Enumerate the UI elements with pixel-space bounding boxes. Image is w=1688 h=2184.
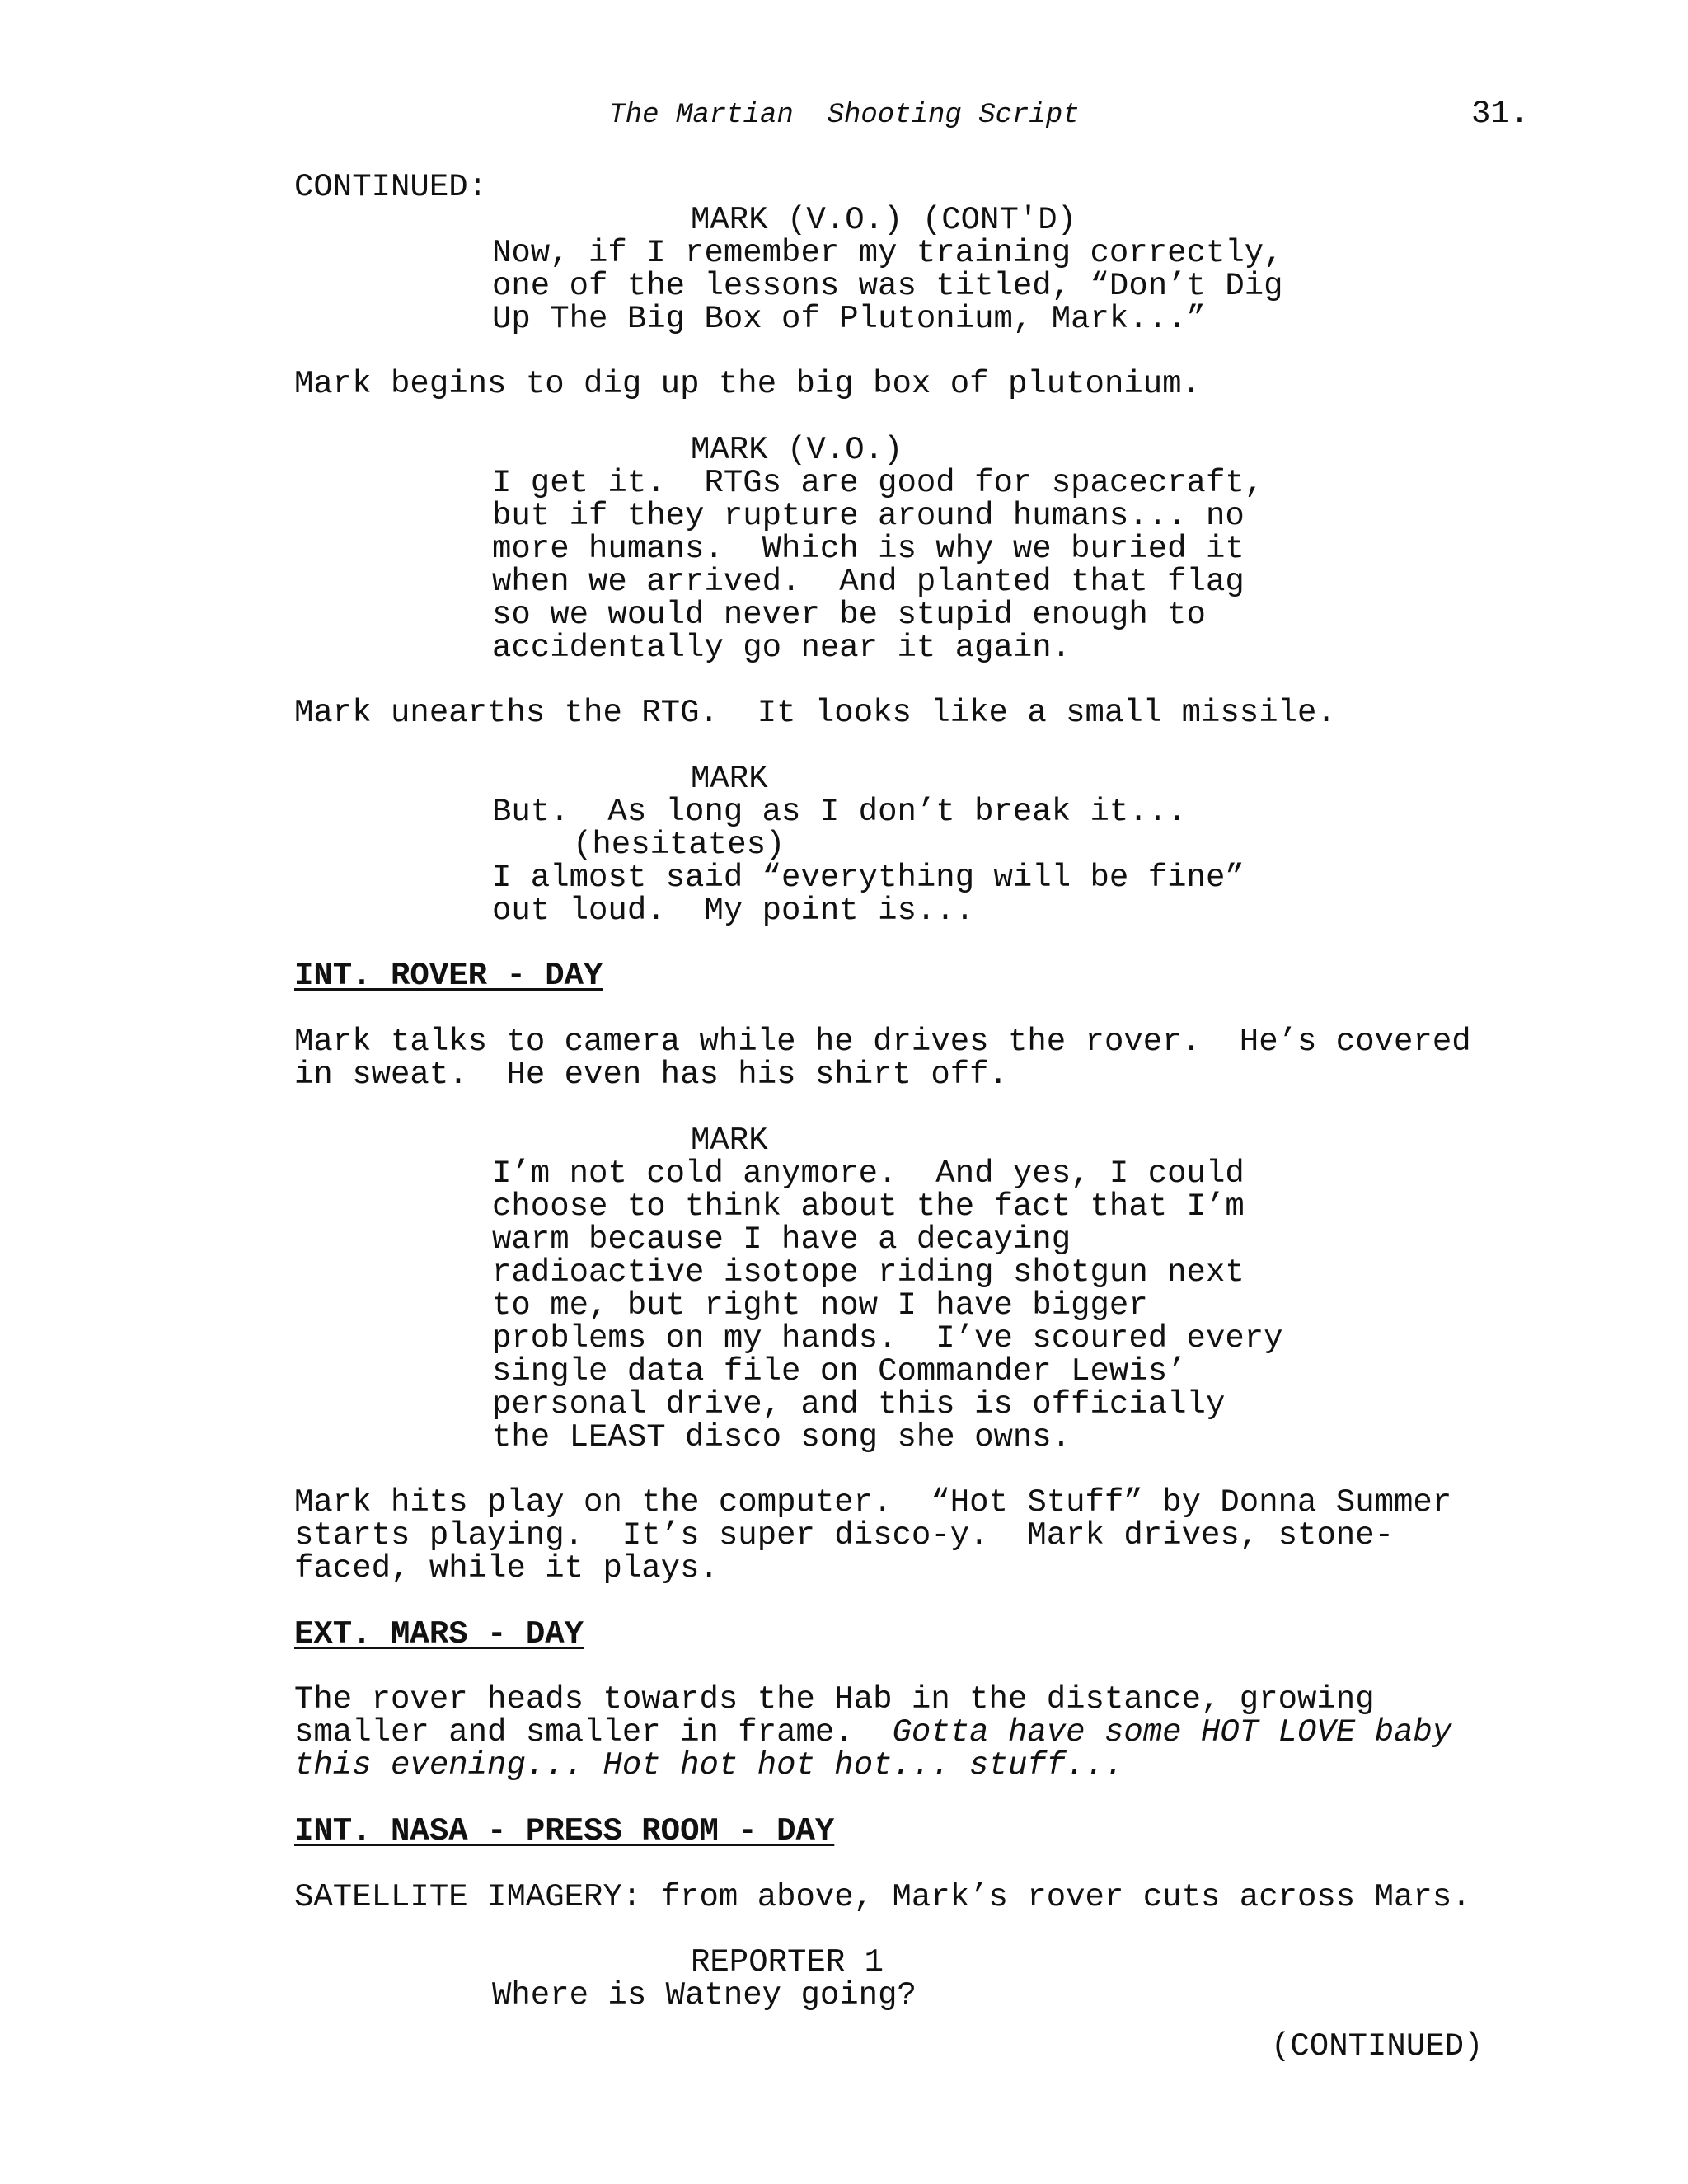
dialogue-line: to me, but right now I have bigger [492, 1287, 1148, 1324]
character-cue: MARK (V.O.) [691, 432, 903, 468]
page-number: 31. [1471, 96, 1530, 132]
action-line: starts playing. It’s super disco-y. Mark drives, stone- [294, 1517, 1395, 1554]
action-text: smaller and smaller in frame. [294, 1714, 893, 1750]
dialogue-line: accidentally go near it again. [492, 630, 1071, 666]
character-cue: MARK [691, 1122, 768, 1159]
character-cue: MARK (V.O.) (CONT'D) [691, 202, 1077, 238]
action-line: Mark hits play on the computer. “Hot Stuff” by Donna Summer [294, 1484, 1452, 1521]
dialogue-line: I get it. RTGs are good for spacecraft, [492, 465, 1264, 501]
action-line: Mark unearths the RTG. It looks like a small missile. [294, 695, 1336, 731]
dialogue-line: Now, if I remember my training correctly, [492, 235, 1283, 271]
dialogue-line: personal drive, and this is officially [492, 1386, 1226, 1422]
dialogue-line: the LEAST disco song she owns. [492, 1419, 1071, 1455]
dialogue-line: I’m not cold anymore. And yes, I could [492, 1155, 1245, 1192]
continued-marker: CONTINUED: [294, 169, 488, 205]
character-cue: REPORTER 1 [691, 1944, 884, 1980]
scene-heading: INT. ROVER - DAY [294, 958, 603, 994]
action-line: faced, while it plays. [294, 1550, 719, 1586]
dialogue-line: out loud. My point is... [492, 893, 975, 929]
action-line: SATELLITE IMAGERY: from above, Mark’s rover cuts across Mars. [294, 1879, 1471, 1915]
dialogue-line: so we would never be stupid enough to [492, 597, 1206, 633]
header-title: The Martian Shooting Script [608, 100, 1080, 131]
action-line [294, 1716, 1451, 1749]
dialogue-line: single data file on Commander Lewis’ [492, 1353, 1187, 1390]
parenthetical: (hesitates) [573, 827, 785, 863]
lyric-line: this evening... Hot hot hot hot... stuff... [294, 1747, 1124, 1783]
dialogue-line: Up The Big Box of Plutonium, Mark...” [492, 301, 1206, 337]
character-cue: MARK [691, 761, 768, 797]
dialogue-line: warm because I have a decaying [492, 1221, 1071, 1258]
dialogue-line: radioactive isotope riding shotgun next [492, 1254, 1245, 1291]
dialogue-line: choose to think about the fact that I’m [492, 1188, 1245, 1225]
lyric-text: Gotta have some HOT LOVE baby [892, 1714, 1452, 1750]
dialogue-line: one of the lessons was titled, “Don’t Dig [492, 268, 1283, 304]
dialogue-line: Where is Watney going? [492, 1977, 917, 2013]
dialogue-line: problems on my hands. I’ve scoured every [492, 1320, 1283, 1357]
dialogue-line: when we arrived. And planted that flag [492, 564, 1245, 600]
scene-heading: EXT. MARS - DAY [294, 1616, 584, 1652]
dialogue-line: but if they rupture around humans... no [492, 498, 1245, 534]
continued-footer: (CONTINUED) [1271, 2028, 1484, 2064]
action-line: Mark begins to dig up the big box of plutonium. [294, 366, 1201, 402]
dialogue-line: more humans. Which is why we buried it [492, 531, 1245, 567]
scene-heading: INT. NASA - PRESS ROOM - DAY [294, 1813, 835, 1849]
action-line: Mark talks to camera while he drives the rover. He’s covered [294, 1024, 1471, 1060]
dialogue-line: But. As long as I don’t break it... [492, 794, 1187, 830]
dialogue-line: I almost said “everything will be fine” [492, 860, 1245, 896]
action-line: in sweat. He even has his shirt off. [294, 1057, 1008, 1093]
action-line: The rover heads towards the Hab in the distance, growing [294, 1681, 1375, 1718]
